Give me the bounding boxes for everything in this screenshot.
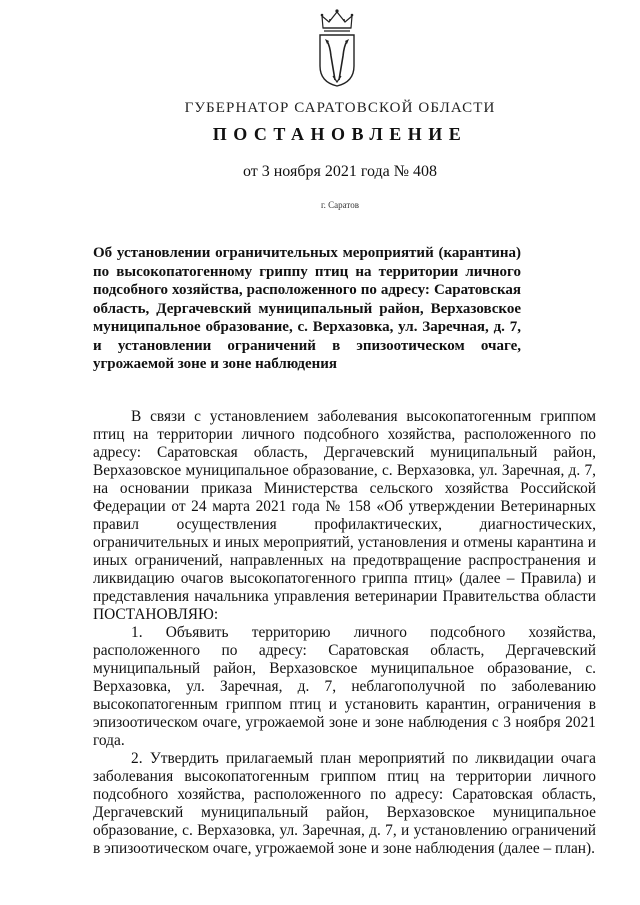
document-type-heading: ПОСТАНОВЛЕНИЕ	[212, 124, 468, 144]
coat-of-arms-icon	[314, 8, 360, 88]
document-city: г. Саратов	[321, 200, 359, 210]
document-date-number: от 3 ноября 2021 года № 408	[242, 163, 438, 180]
document-body	[93, 408, 596, 858]
document-title: Об установлении ограничительных мероприятий (карантина) по высокопатогенному гриппу птиц на территории личного подсобного хозяйства, расположенного по адресу: Саратовская область, Дергачевский муниципальный район, Верхазовское муниципальное образование, с. Верхазовка, ул. Заречная, д. 7, и установлении ограничений в эпизоотическом очаге, угрожаемой зоне и зоне наблюдения	[93, 245, 521, 372]
clause-paragraph-2: 2. Утвердить прилагаемый план мероприятий по ликвидации очага заболевания высокопатогенным гриппом птиц на территории личного подсобного хозяйства, расположенного по адресу: Саратовская область, Дергачевский муниципальный район, Верхазовское муниципальное образование, с. Верхазовка, ул. Заречная, д. 7, и установлению ограничений в эпизоотическом очаге, угрожаемой зоне и зоне наблюдения (далее – план).	[93, 750, 596, 857]
preamble-paragraph: В связи с установлением заболевания высокопатогенным гриппом птиц на территории личного подсобного хозяйства, расположенного по адресу: Саратовская область, Дергачевский муниципальный район, Верхазовское муниципальное образование, с. Верхазовка, ул. Заречная, д. 7, на основании приказа Министерства сельского хозяйства Российской Федерации от 24 марта 2021 года № 158 «Об утверждении Ветеринарных правил осуществления профилактических, диагностических, ограничительных и иных мероприятий, установления и отмены карантина и иных ограничений, направленных на предотвращение распространения и ликвидацию очагов высокопатогенного гриппа птиц» (далее – Правила) и представления начальника управления ветеринарии Правительства области ПОСТАНОВЛЯЮ:	[93, 408, 596, 623]
clause-paragraph-1: 1. Объявить территорию личного подсобного хозяйства, расположенного по адресу: Саратовская область, Дергачевский муниципальный район, Верхазовское муниципальное образование, с. Верхазовка, ул. Заречная, д. 7, неблагополучной по заболеванию высокопатогенным гриппом птиц и установить карантин, ограничения в эпизоотическом очаге, угрожаемой зоне и зоне наблюдения с 3 ноября 2021 года.	[93, 624, 596, 749]
issuing-authority: ГУБЕРНАТОР САРАТОВСКОЙ ОБЛАСТИ	[184, 100, 496, 116]
